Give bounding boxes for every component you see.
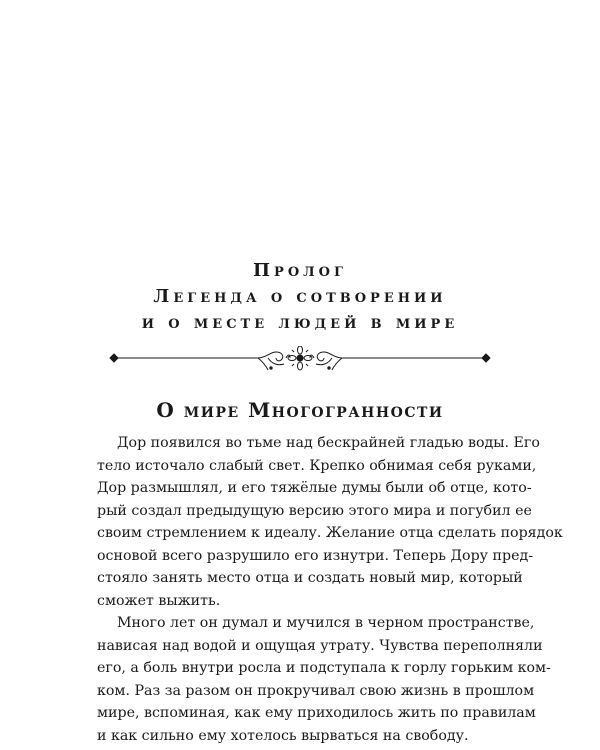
text-line: своим стремлением к идеалу. Желание отца сделать порядок <box>97 525 563 541</box>
paragraph <box>97 612 551 747</box>
text-line: нависая над водой и ощущая утрату. Чувства переполняли <box>97 637 543 654</box>
body-text <box>97 432 563 747</box>
text-line: и как сильно ему хотелось вырваться на свободу. <box>97 727 469 744</box>
text-line: Дор появился во тьме над бескрайней гладью воды. Его <box>117 435 540 451</box>
text-line: его, а боль внутри росла и подступала к горлу горьким ком- <box>97 660 551 676</box>
text-line: рый создал предыдущую версию этого мира и погубил ее <box>97 502 532 519</box>
text-line: тело источало слабый свет. Крепко обнимая себя руками, <box>97 457 537 474</box>
text-line: мире, вспоминая, как ему приходилось жить по правилам <box>97 705 536 721</box>
text-line: основой всего разрушило его изнутри. Теперь Дору пред- <box>97 547 534 564</box>
section-title: О мире Многогранности <box>156 398 444 422</box>
chapter-title-line-1: Легенда о сотворении <box>153 286 447 307</box>
prologue-heading <box>0 258 600 284</box>
chapter-title-line-2: и о месте людей в мире <box>141 312 459 333</box>
text-line: ком. Раз за разом он прокручивал свою жизнь в прошлом <box>97 682 535 699</box>
prologue-label: Пролог <box>253 260 347 281</box>
text-line: стояло занять место отца и создать новый мир, который <box>97 570 523 586</box>
paragraph <box>97 432 563 612</box>
text-line: Много лет он думал и мучился в черном пространстве, <box>117 615 535 631</box>
floral-divider-icon <box>108 346 492 376</box>
text-line: Дор размышлял, и его тяжёлые думы были об отце, кото- <box>97 480 532 496</box>
chapter-title <box>0 284 600 336</box>
text-line: сможет выжить. <box>97 592 221 609</box>
